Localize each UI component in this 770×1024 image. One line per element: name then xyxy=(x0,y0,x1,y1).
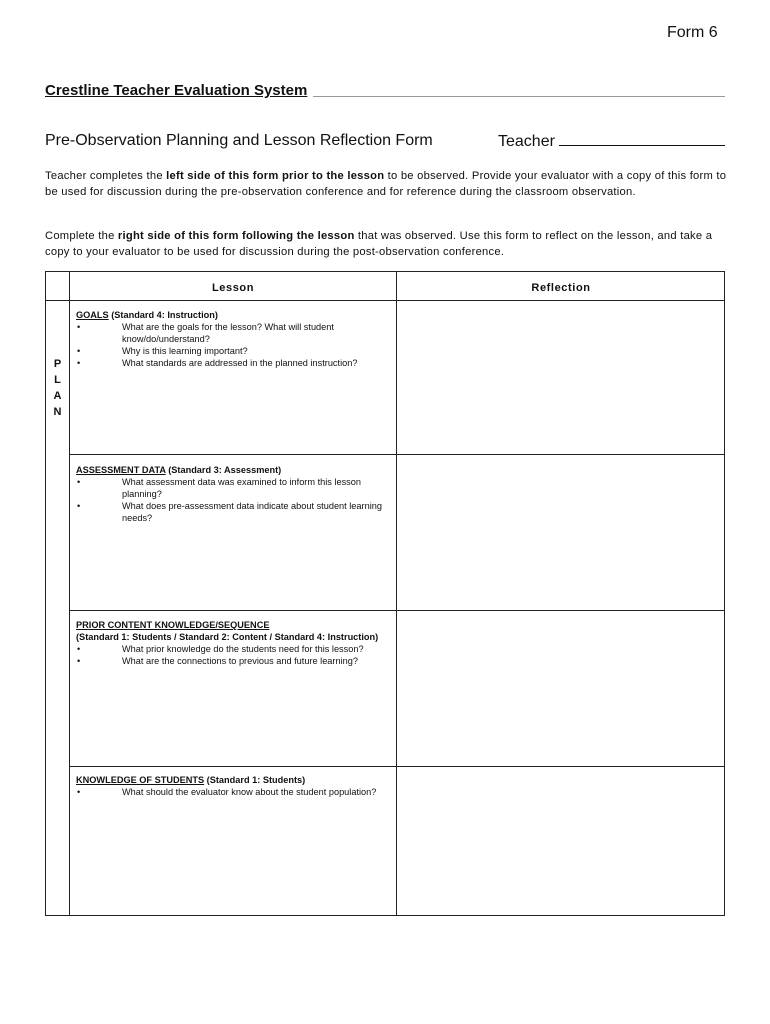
form-number: Form 6 xyxy=(667,24,718,41)
section-heading xyxy=(76,774,392,786)
teacher-name-line[interactable] xyxy=(559,132,725,146)
bullet-text: What does pre-assessment data indicate about student learning needs? xyxy=(122,501,382,523)
p2-text-end: that was observed. Use this form to reflect on the lesson, and take a copy to your evaluator to be used for discussion during the post-observation conference. xyxy=(45,230,713,258)
p2-text-start: Complete the xyxy=(45,230,118,242)
bullet-item xyxy=(76,786,392,798)
p1-text-start: Teacher completes the xyxy=(45,170,167,182)
row-divider xyxy=(69,454,724,455)
p1-text-end: to be observed. Provide your evaluator with a copy of this form to be used for discussion during the pre-observation conference and for reference during the classroom observation. xyxy=(45,170,727,198)
bullet-text: What assessment data was examined to inform this lesson planning? xyxy=(122,477,361,499)
p1-bold-text: left side of this form prior to the lesson xyxy=(166,170,385,182)
bullet-text: What should the evaluator know about the student population? xyxy=(122,787,377,797)
section-standard: (Standard 3: Assessment) xyxy=(165,465,282,475)
bullet-icon: • xyxy=(77,656,81,666)
reflection-column-divider xyxy=(396,272,397,915)
assessment-data-section xyxy=(76,464,392,524)
bullet-icon: • xyxy=(77,787,81,797)
bullet-text: What are the goals for the lesson? What will student know/do/understand? xyxy=(122,322,334,344)
section-heading xyxy=(76,309,392,321)
teacher-label: Teacher xyxy=(498,133,555,150)
section-standard: (Standard 1: Students / Standard 2: Content / Standard 4: Instruction) xyxy=(76,632,379,642)
knowledge-of-students-section xyxy=(76,774,392,798)
section-title: PRIOR CONTENT KNOWLEDGE/SEQUENCE xyxy=(76,620,270,630)
bullet-icon: • xyxy=(77,477,81,487)
bullet-item xyxy=(76,500,392,524)
bullet-item xyxy=(76,655,392,667)
bullet-text: Why is this learning important? xyxy=(122,346,248,356)
bullet-text: What are the connections to previous and future learning? xyxy=(122,656,358,666)
reflection-column-header: Reflection xyxy=(531,282,591,294)
instructions-paragraph-1 xyxy=(45,169,727,200)
bullet-item xyxy=(76,476,392,500)
system-title-text: Crestline Teacher Evaluation System xyxy=(45,82,308,99)
plan-letter: N xyxy=(53,406,62,418)
form-title: Pre-Observation Planning and Lesson Reflection Form xyxy=(45,132,433,149)
row-divider xyxy=(69,766,724,767)
title-rule xyxy=(313,96,725,97)
plan-vertical-label xyxy=(46,356,69,420)
bullet-text: What prior knowledge do the students need for this lesson? xyxy=(122,644,364,654)
header-row-divider xyxy=(46,300,724,301)
bullet-item xyxy=(76,321,392,345)
plan-letter: L xyxy=(54,374,61,386)
instructions-paragraph-2 xyxy=(45,229,727,260)
bullet-item xyxy=(76,357,392,369)
bullet-icon: • xyxy=(77,358,81,368)
bullet-icon: • xyxy=(77,644,81,654)
bullet-icon: • xyxy=(77,322,81,332)
section-standard: (Standard 1: Students) xyxy=(204,775,306,785)
bullet-item xyxy=(76,643,392,655)
prior-content-knowledge-section xyxy=(76,619,392,667)
lesson-reflection-table xyxy=(45,271,725,916)
plan-letter: P xyxy=(53,358,62,370)
section-title: GOALS xyxy=(76,310,109,320)
row-divider xyxy=(69,610,724,611)
teacher-field[interactable] xyxy=(498,132,725,151)
system-title xyxy=(45,82,725,100)
section-standard: (Standard 4: Instruction) xyxy=(108,310,218,320)
bullet-item xyxy=(76,345,392,357)
section-heading xyxy=(76,619,392,631)
p2-bold-text: right side of this form following the lesson xyxy=(117,230,355,242)
goals-section xyxy=(76,309,392,369)
bullet-icon: • xyxy=(77,346,81,356)
lesson-column-header: Lesson xyxy=(211,282,255,294)
plan-letter: A xyxy=(53,390,62,402)
bullet-text: What standards are addressed in the planned instruction? xyxy=(122,358,358,368)
section-title: KNOWLEDGE OF STUDENTS xyxy=(76,775,205,785)
plan-column-divider xyxy=(69,272,70,915)
bullet-icon: • xyxy=(77,501,81,511)
section-heading xyxy=(76,464,392,476)
section-title: ASSESSMENT DATA xyxy=(76,465,166,475)
